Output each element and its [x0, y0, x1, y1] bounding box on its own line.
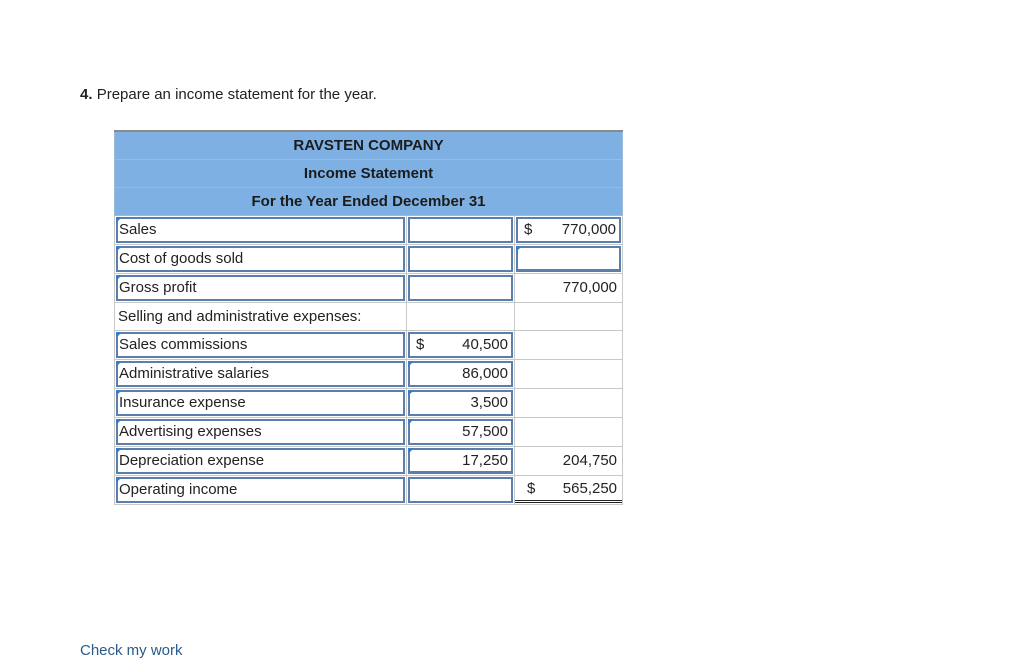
total-input[interactable]: [516, 217, 621, 243]
currency-symbol: $: [416, 336, 425, 353]
flag-icon: [408, 390, 414, 396]
table-row: [115, 388, 623, 417]
flag-icon: [408, 361, 414, 367]
row-label-input[interactable]: Sales: [116, 217, 405, 243]
total-value: 565,250: [562, 479, 618, 497]
amount-value: 17,250: [462, 451, 508, 469]
flag-icon: [408, 448, 414, 454]
table-row: [115, 330, 623, 359]
amount-value: 86,000: [462, 365, 508, 382]
table-row: [115, 475, 623, 504]
currency-symbol: $: [524, 221, 533, 238]
flag-icon: [116, 275, 122, 281]
flag-icon: [116, 477, 122, 483]
row-label-input[interactable]: Sales commissions: [116, 332, 405, 358]
flag-icon: [116, 419, 122, 425]
row-label-input[interactable]: Depreciation expense: [116, 448, 405, 474]
table-row: [115, 359, 623, 388]
total-value: 204,750: [562, 452, 618, 469]
amount-input[interactable]: [408, 477, 513, 503]
total-input[interactable]: [516, 246, 621, 272]
company-name: RAVSTEN COMPANY: [115, 131, 623, 159]
amount-input[interactable]: [408, 217, 513, 243]
table-row: [115, 446, 623, 475]
check-my-work-link[interactable]: Check my work: [80, 642, 183, 659]
amount-value: 40,500: [462, 336, 508, 353]
total-value: 770,000: [561, 221, 617, 238]
amount-input[interactable]: [408, 390, 513, 416]
row-label: Selling and administrative expenses:: [118, 307, 362, 325]
amount-input[interactable]: [408, 332, 513, 358]
row-label-input[interactable]: Advertising expenses: [116, 419, 405, 445]
amount-input[interactable]: [408, 361, 513, 387]
flag-icon: [116, 448, 122, 454]
row-label-input[interactable]: Administrative salaries: [116, 361, 405, 387]
amount-input[interactable]: [408, 448, 513, 474]
statement-period: For the Year Ended December 31: [115, 187, 623, 215]
table-row: [115, 273, 623, 302]
row-label-input[interactable]: Operating income: [116, 477, 405, 503]
statement-title: Income Statement: [115, 159, 623, 187]
flag-icon: [408, 419, 414, 425]
row-label-input[interactable]: Cost of goods sold: [116, 246, 405, 272]
question-prompt: [80, 86, 377, 103]
total-value: 770,000: [562, 279, 618, 296]
row-label-input[interactable]: Gross profit: [116, 275, 405, 301]
flag-icon: [116, 246, 122, 252]
currency-symbol: $: [527, 479, 536, 497]
table-row: [115, 215, 623, 244]
row-label-input[interactable]: Insurance expense: [116, 390, 405, 416]
flag-icon: [516, 246, 522, 252]
table-row: [115, 244, 623, 273]
income-statement-table: [114, 130, 623, 505]
table-row: [115, 302, 623, 330]
flag-icon: [116, 390, 122, 396]
amount-value: 3,500: [470, 394, 508, 411]
question-text: Prepare an income statement for the year.: [96, 86, 377, 103]
table-row: [115, 417, 623, 446]
amount-input[interactable]: [408, 275, 513, 301]
question-number: 4.: [80, 86, 93, 103]
flag-icon: [116, 361, 122, 367]
amount-value: 57,500: [462, 423, 508, 440]
flag-icon: [116, 217, 122, 223]
flag-icon: [116, 332, 122, 338]
amount-input[interactable]: [408, 419, 513, 445]
amount-input[interactable]: [408, 246, 513, 272]
